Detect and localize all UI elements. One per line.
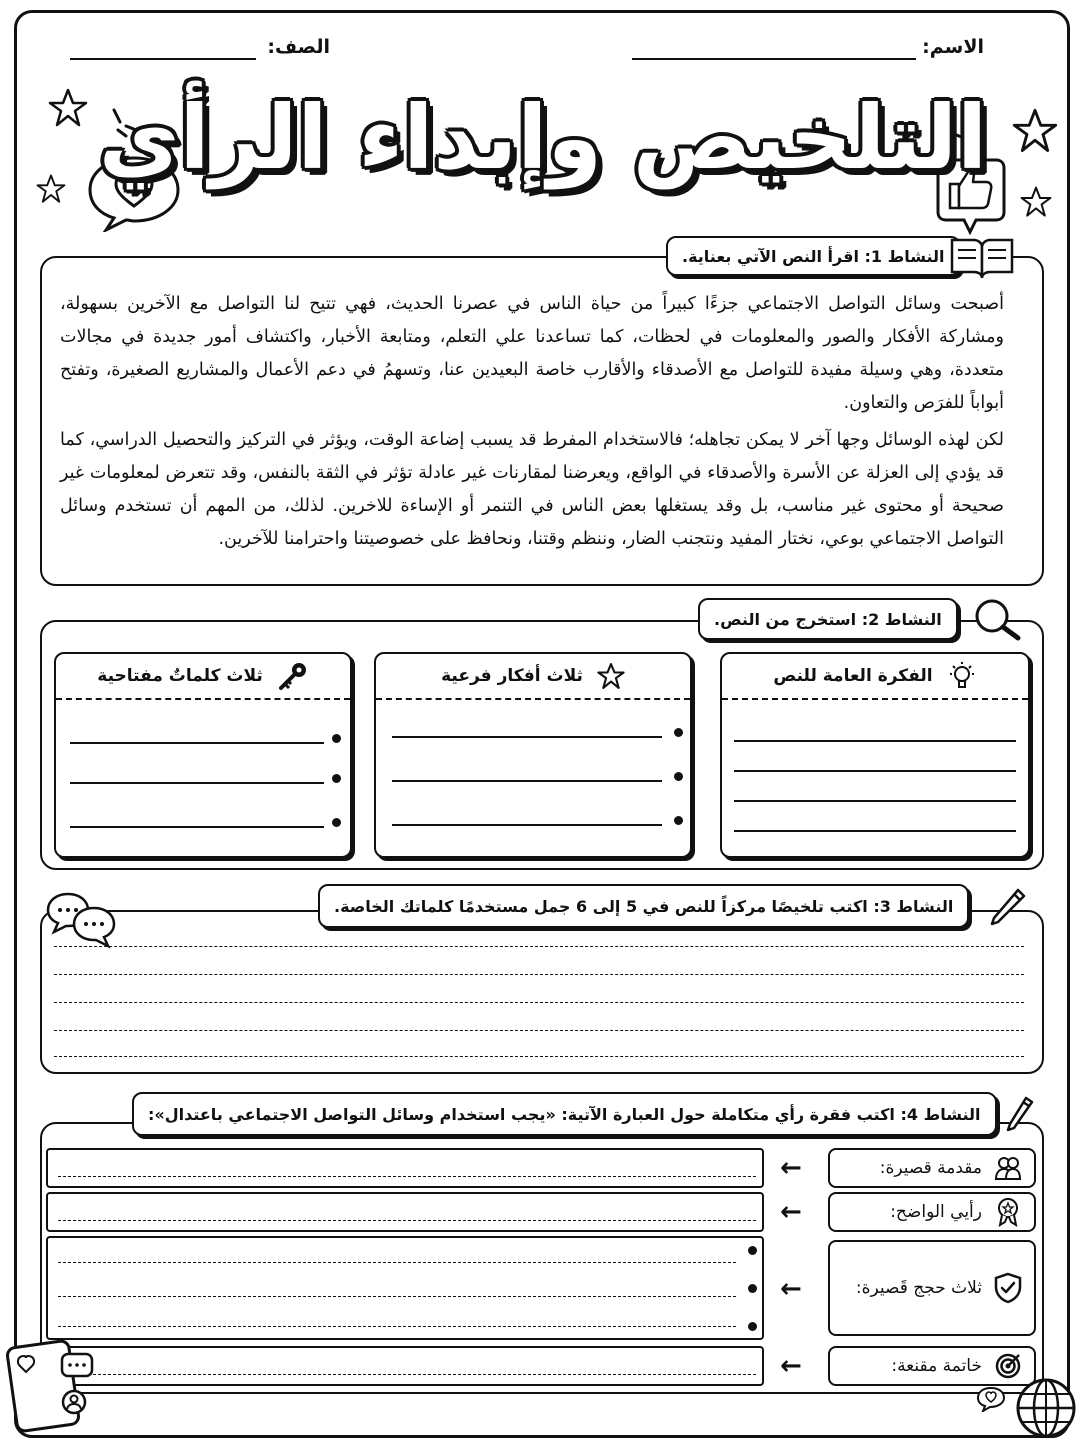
heart-bubble-icon (976, 1386, 1006, 1412)
people-icon (994, 1155, 1022, 1181)
arguments-answer-box[interactable] (46, 1236, 764, 1340)
bullet (332, 774, 341, 783)
opinion-label: رأيي الواضح: (890, 1202, 982, 1222)
pencil-icon (984, 880, 1032, 928)
sub-ideas-title: ثلاث أفكار فرعية (441, 666, 583, 686)
key-icon (277, 660, 309, 692)
activity3-tab (318, 884, 969, 928)
general-idea-title: الفكرة العامة للنص (773, 666, 933, 686)
activity2-instruction: النشاط 2: استخرج من النص. (714, 609, 942, 629)
chat-bubbles-icon (44, 890, 118, 952)
answer-line[interactable] (734, 770, 1016, 772)
lightbulb-icon (947, 661, 977, 691)
page-title: التلخيص وإبداء الرأي (98, 86, 988, 189)
activity4-instruction: النشاط 4: اكتب فقرة رأي متكاملة حول العبارة الآتية: «يجب استخدام وسائل التواصل الاجتماعي باعتدال»: (148, 1104, 981, 1124)
opinion-label-box (828, 1192, 1036, 1232)
activity3-instruction: النشاط 3: اكتب تلخيصًا مركزاً للنص في 5 إلى 6 جمل مستخدمًا كلماتك الخاصة. (334, 896, 954, 916)
globe-icon (1014, 1376, 1078, 1440)
conclusion-label: خاتمة مقنعة: (891, 1356, 982, 1376)
summary-line[interactable] (54, 946, 1024, 947)
general-idea-card (720, 652, 1030, 858)
bullet (332, 734, 341, 743)
arguments-label: ثلاث حجج قَصيرة: (855, 1278, 982, 1298)
name-label: الاسم: (922, 36, 984, 58)
shield-check-icon (994, 1272, 1022, 1304)
bullet (674, 728, 683, 737)
answer-line[interactable] (70, 826, 324, 828)
bullet (674, 816, 683, 825)
conclusion-answer-box[interactable] (46, 1346, 764, 1386)
summary-line[interactable] (54, 1056, 1024, 1057)
intro-label-box (828, 1148, 1036, 1188)
answer-line[interactable] (392, 824, 662, 826)
answer-line[interactable] (392, 736, 662, 738)
answer-line[interactable] (70, 742, 324, 744)
class-label: الصف: (267, 36, 330, 58)
bullet (748, 1246, 757, 1255)
pencil-icon (1002, 1090, 1036, 1134)
arguments-label-box (828, 1240, 1036, 1336)
activity2-tab (698, 598, 958, 640)
book-icon (948, 234, 1016, 282)
magnifier-icon (970, 596, 1024, 642)
summary-line[interactable] (54, 1002, 1024, 1003)
arrow-icon: ← (780, 1197, 802, 1227)
summary-line[interactable] (54, 974, 1024, 975)
name-field[interactable] (632, 58, 916, 60)
bullet (748, 1284, 757, 1293)
reading-paragraph-1: أصبحت وسائل التواصل الاجتماعي جزءًا كبيراً من حياة الناس في عصرنا الحديث، فهي تتيح لنا التواصل مع الآخرين بسهولة، ومشاركة الأفكار والصور والمعلومات في لحظات، كما تساعدنا علي التعلم، ومتابعة الأخبار، واكتشاف أمور جديدة في مجالات متعددة، وهي وسيلة مفيدة للتواصل مع الأصدقاء والأقارب خاصة البعيدين عنا، وتسهمُ في دعم الأعمال والمشاريع الصغيرة، وتفتح أبواباً للفرَص والتعاون. (60, 294, 1004, 413)
activity1-instruction: النشاط 1: اقرأ النص الآتي بعناية. (682, 246, 945, 266)
star-icon (597, 662, 625, 690)
activity1-tab (666, 236, 961, 276)
sub-ideas-card (374, 652, 692, 858)
answer-line[interactable] (734, 740, 1016, 742)
arrow-icon: ← (780, 1274, 802, 1304)
conclusion-label-box (828, 1346, 1036, 1386)
answer-line[interactable] (70, 782, 324, 784)
arrow-icon: ← (780, 1153, 802, 1183)
arrow-icon: ← (780, 1351, 802, 1381)
intro-label: مقدمة قصيرة: (879, 1158, 982, 1178)
opinion-answer-box[interactable] (46, 1192, 764, 1232)
answer-line[interactable] (734, 800, 1016, 802)
medal-icon (994, 1197, 1022, 1227)
activity3-panel (40, 910, 1044, 1074)
keywords-title: ثلاث كلماتٌ مفتاحية (97, 666, 263, 686)
class-field[interactable] (70, 58, 256, 60)
intro-answer-box[interactable] (46, 1148, 764, 1188)
bullet (674, 772, 683, 781)
summary-line[interactable] (54, 1030, 1024, 1031)
bullet (332, 818, 341, 827)
activity4-tab (132, 1092, 997, 1136)
answer-line[interactable] (734, 830, 1016, 832)
star-icon (1020, 186, 1052, 218)
smartphone-icon (4, 1336, 100, 1436)
bullet (748, 1322, 757, 1331)
reading-paragraph-2: لكن لهذه الوسائل وجها آخر لا يمكن تجاهله؛ فالاستخدام المفرط قد يسبب إضاعة الوقت، ويؤثر في التركيز والتحصيل الدراسي، كما قد يؤدي إلى العزلة عن الأسرة والأصدقاء في الواقع، ويعرضنا لمقارنات غير عادلة تؤثر في الثقة بالنفس، وقد تتعرض لمعلومات غير صحيحة أو محتوى غير مناسب، بل وقد يستغلها بعض الناس في التنمر أو الإساءة للاخرين. لذلك، من المهم أن تستخدم وسائل التواصل الاجتماعي بوعي، نختار المفيد ونتجنب الضار، وننظم وقتنا، ونحافظ على خصوصيتنا واحترامنا للآخرين. (60, 430, 1004, 549)
answer-line[interactable] (392, 780, 662, 782)
